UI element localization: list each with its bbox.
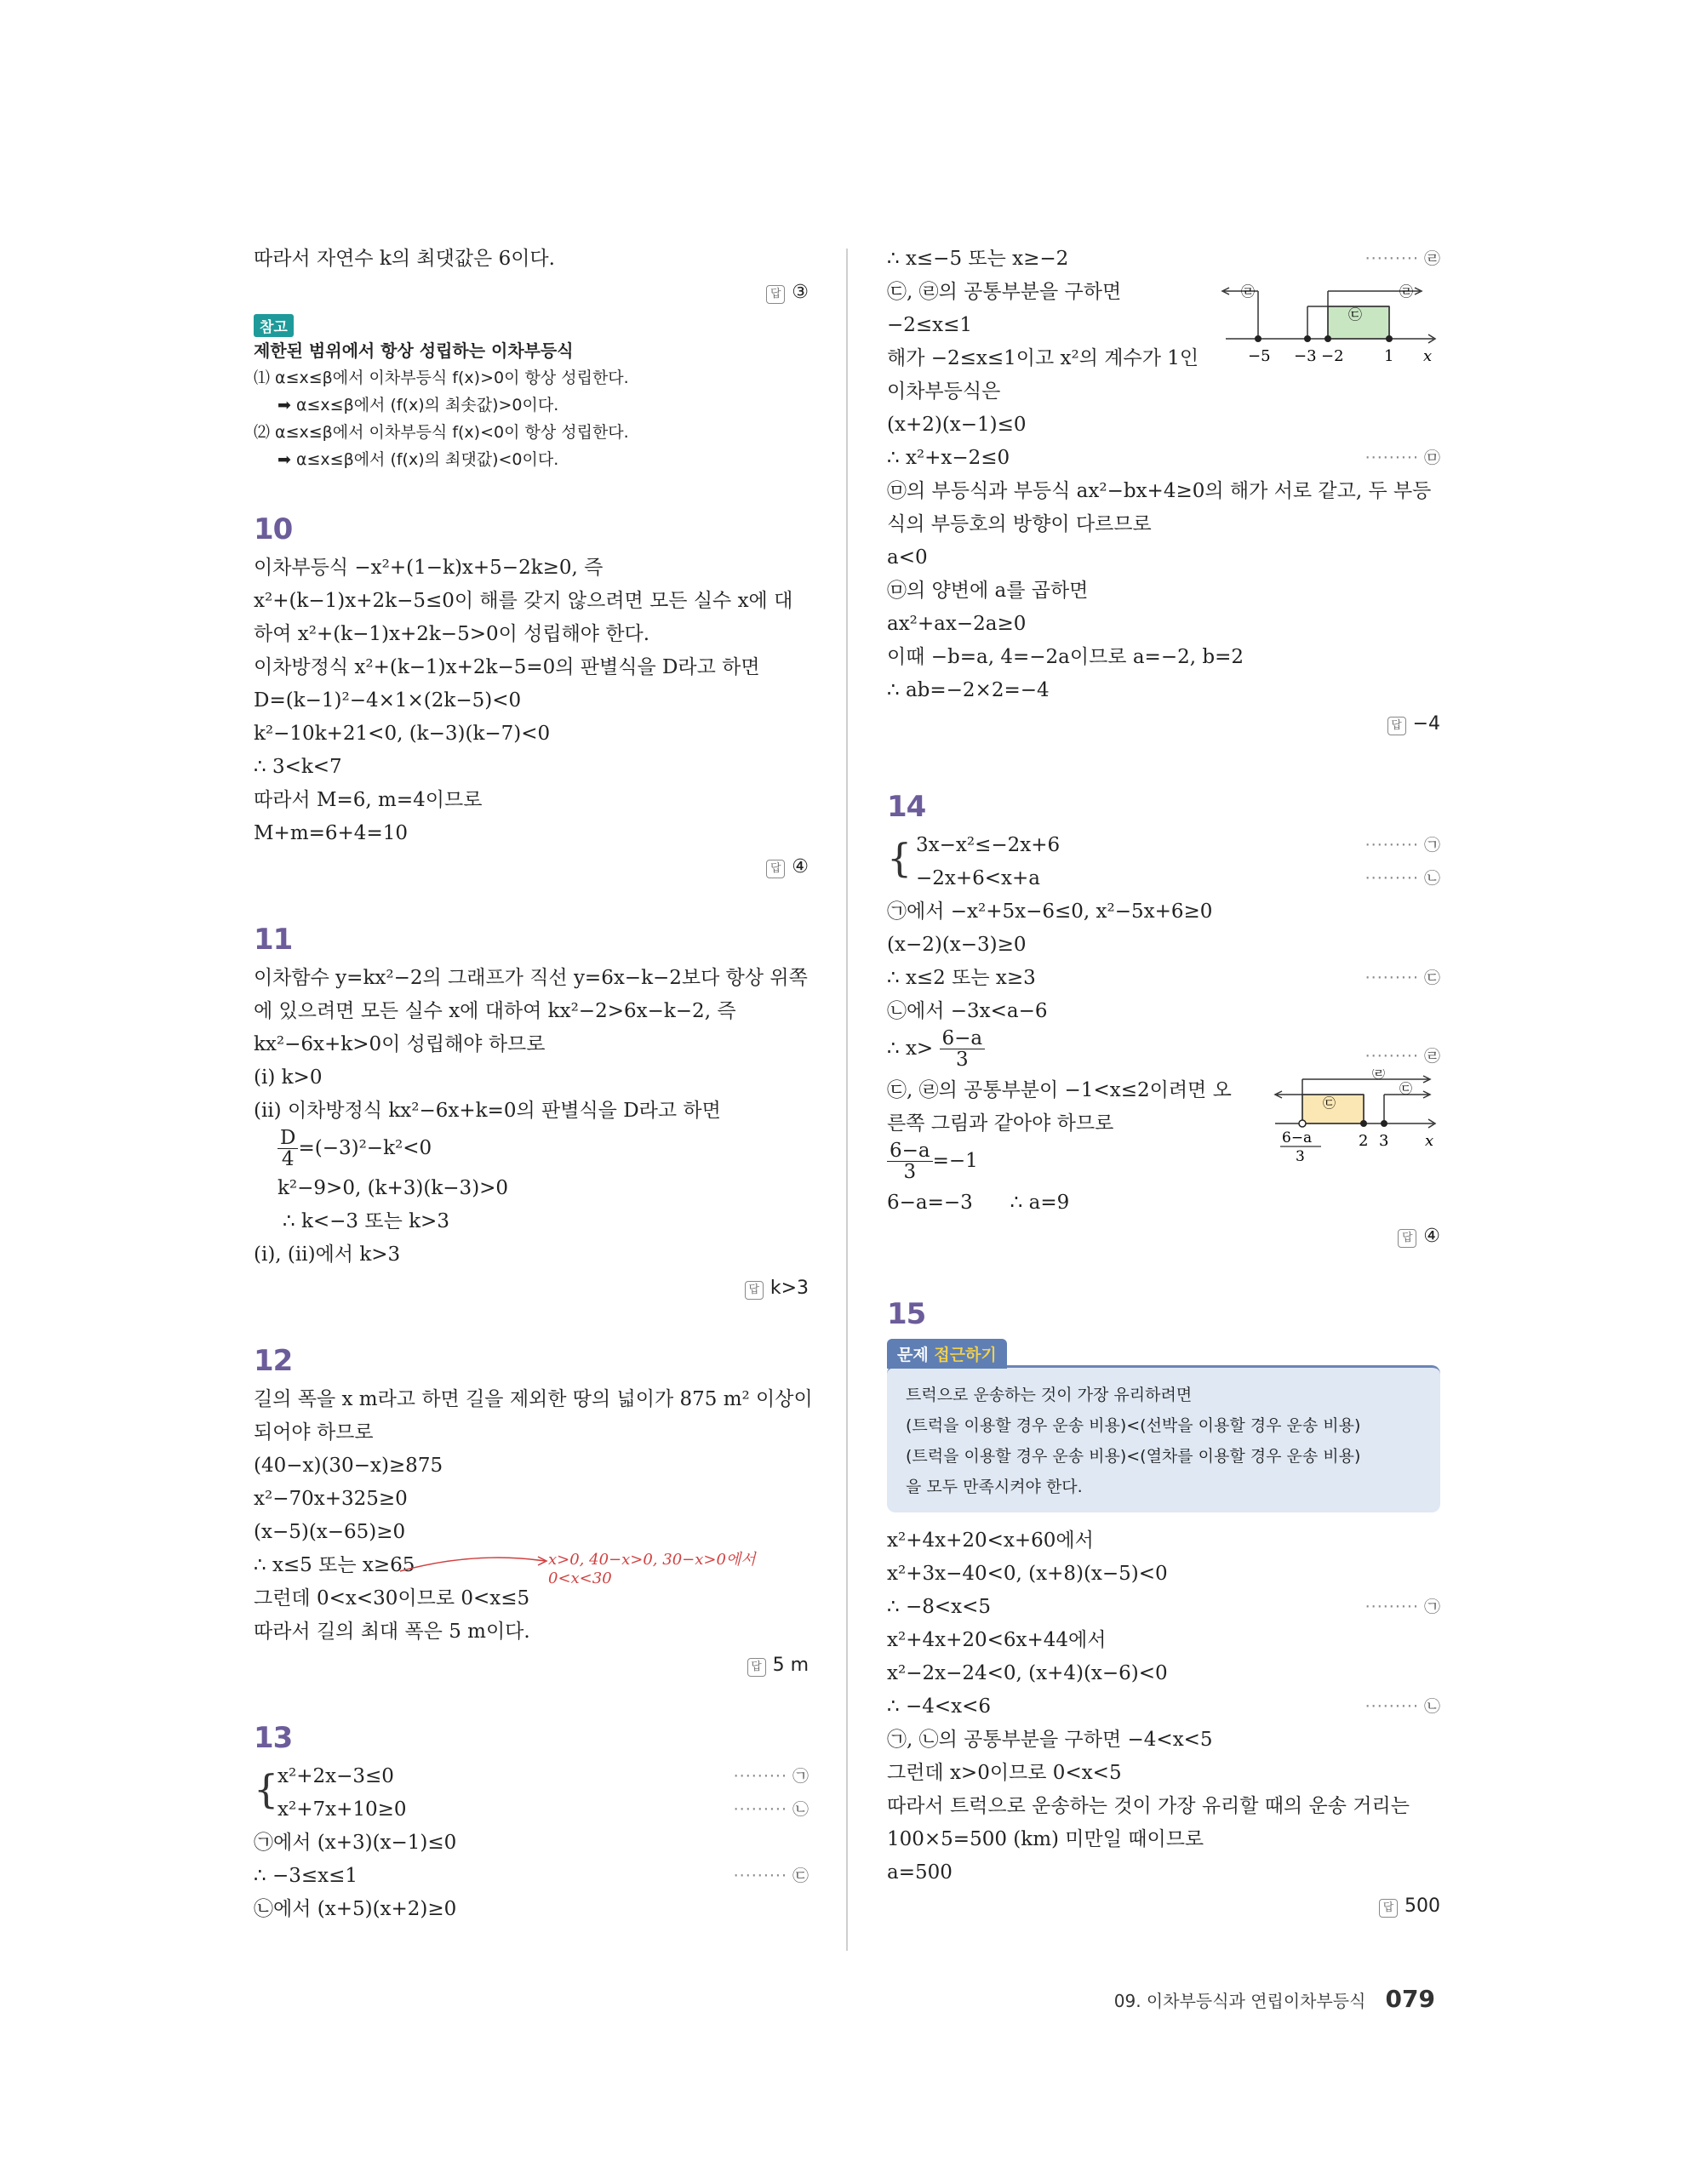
solution-line: x²+4x+20<6x+44에서 [887, 1629, 1107, 1651]
answer-line [254, 1272, 809, 1305]
answer-value: ④ [1423, 1226, 1440, 1247]
solution-line: 해가 −2≤x≤1이고 x²의 계수가 1인 [887, 347, 1199, 369]
answer-line [254, 276, 809, 309]
marker [1365, 962, 1440, 995]
solution-line: (x−5)(x−65)≥0 [254, 1521, 406, 1543]
leader-dots: ········· [733, 1867, 787, 1885]
approach-box [887, 1346, 1440, 1512]
tick-label: 3 [1379, 1132, 1389, 1150]
solution-line: D=(k−1)²−4×1×(2k−5)<0 [254, 689, 522, 712]
approach-line: 트럭으로 운송하는 것이 가장 유리하려면 [906, 1386, 1193, 1404]
solution-line: 하여 x²+(k−1)x+2k−5>0이 성립해야 한다. [254, 623, 650, 645]
marker [734, 1860, 809, 1893]
region-label: ㉢ [1348, 306, 1363, 323]
fraction [277, 1128, 298, 1169]
system-equation: 3x−x²≤−2x+6 [916, 834, 1061, 856]
question-number: 11 [254, 923, 293, 957]
marker [734, 1760, 809, 1793]
solution-line [887, 962, 1440, 995]
tick-label: −5 [1248, 347, 1271, 365]
solution-line: ㉡에서 −3x<a−6 [887, 1000, 1048, 1022]
region-label: ㉣ [1372, 1069, 1386, 1081]
leader-dots: ········· [1364, 1047, 1419, 1066]
leader-dots: ········· [1364, 869, 1419, 888]
fraction-numerator: 6−a [940, 1028, 986, 1049]
solution-line: ∴ ab=−2×2=−4 [887, 679, 1050, 701]
solution-line: ㉠에서 (x+3)(x−1)≤0 [254, 1832, 457, 1854]
solution-line [254, 1549, 809, 1587]
tick-label: 2 [1359, 1132, 1369, 1150]
fraction-denominator: 3 [955, 1049, 969, 1071]
answer-line [887, 707, 1440, 740]
solution-line: 그런데 0<x<30이므로 0<x≤5 [254, 1587, 530, 1609]
answer-value: ③ [792, 282, 809, 303]
marker-label: ㉠ [1423, 1598, 1440, 1616]
note-line: ⑴ α≤x≤β에서 이차부등식 f(x)>0이 항상 성립한다. [254, 369, 629, 387]
question-number: 15 [887, 1297, 926, 1331]
answer-line [254, 850, 809, 883]
marker [1365, 1591, 1440, 1624]
fraction-prefix: ∴ x> [887, 1038, 934, 1060]
note-line: ⑵ α≤x≤β에서 이차부등식 f(x)<0이 항상 성립한다. [254, 423, 629, 442]
fraction-line [887, 1028, 1440, 1074]
fraction [940, 1028, 986, 1070]
leader-dots: ········· [1364, 1598, 1419, 1616]
approach-tab-label: 문제 [897, 1346, 929, 1364]
note-block [254, 309, 809, 473]
solution-line: k²−9>0, (k+3)(k−3)>0 [277, 1177, 509, 1199]
marker [1365, 862, 1440, 895]
note-tag: 참고 [254, 314, 294, 337]
solution-line [887, 442, 1440, 475]
region-label: ㉢ [1399, 1081, 1413, 1096]
marker [734, 1793, 809, 1827]
question-number: 13 [254, 1721, 293, 1755]
marker-label: ㉣ [1423, 1047, 1440, 1066]
answer-badge: 답 [1398, 1229, 1416, 1248]
solution-line: ㉢, ㉣의 공통부분을 구하면 [887, 281, 1122, 303]
approach-line: (트럭을 이용할 경우 운송 비용)<(열차를 이용할 경우 운송 비용) [906, 1447, 1361, 1466]
marker-label: ㉣ [1423, 249, 1440, 268]
solution-line: x²+(k−1)x+2k−5≤0이 해를 갖지 않으려면 모든 실수 x에 대 [254, 590, 793, 612]
brace-icon: { [254, 1766, 279, 1812]
solution-line: ㉤의 양변에 a를 곱하면 [887, 580, 1089, 602]
answer-value: 5 m [772, 1655, 809, 1676]
solution-line: 그런데 x>0이므로 0<x<5 [887, 1762, 1122, 1784]
solution-line: 이차함수 y=kx²−2의 그래프가 직선 y=6x−k−2보다 항상 위쪽 [254, 967, 808, 989]
tick-label: −2 [1321, 347, 1344, 365]
system-equation: −2x+6<x+a [916, 867, 1041, 889]
solution-line: a<0 [887, 546, 928, 569]
solution-line: ∴ 3<k<7 [254, 756, 342, 778]
approach-tab [887, 1339, 1007, 1369]
solution-line: ㉠, ㉡의 공통부분을 구하면 −4<x<5 [887, 1729, 1213, 1751]
callout-text: x>0, 40−x>0, 30−x>0에서 [548, 1551, 756, 1569]
solution-line: 이때 −b=a, 4=−2a이므로 a=−2, b=2 [887, 646, 1244, 668]
marker [1365, 829, 1440, 862]
approach-line: 을 모두 만족시켜야 한다. [906, 1478, 1083, 1496]
fraction [887, 1141, 933, 1182]
note-title: 제한된 범위에서 항상 성립하는 이차부등식 [254, 340, 574, 361]
answer-badge: 답 [766, 285, 785, 304]
page-footer [1114, 1985, 1435, 2013]
solution-line: ㉡에서 (x+5)(x+2)≥0 [254, 1898, 457, 1920]
solution-line: 른쪽 그림과 같아야 하므로 [887, 1112, 1114, 1135]
marker-label: ㉢ [792, 1867, 809, 1885]
solution-line: 에 있으려면 모든 실수 x에 대하여 kx²−2>6x−k−2, 즉 [254, 1000, 736, 1022]
answer-line [254, 1649, 809, 1682]
solution-line: (ⅰ), (ⅱ)에서 k>3 [254, 1244, 401, 1266]
solution-line: a=500 [887, 1861, 953, 1884]
fraction-numerator: D [277, 1128, 298, 1149]
solution-line: 따라서 길의 최대 폭은 5 m이다. [254, 1621, 530, 1643]
solution-line: (40−x)(30−x)≥875 [254, 1455, 443, 1477]
fraction-numerator: 6−a [887, 1141, 933, 1162]
right-column [887, 243, 1440, 1923]
answer-value: −4 [1412, 713, 1440, 735]
closed-point [1360, 1120, 1367, 1127]
solution-text: ∴ −4<x<6 [887, 1695, 991, 1718]
fraction-rest: =(−3)²−k²<0 [298, 1137, 432, 1159]
solution-line: ㉢, ㉣의 공통부분이 −1<x≤2이려면 오 [887, 1079, 1232, 1101]
solution-text: ∴ −8<x<5 [887, 1596, 991, 1618]
note-line: ➡ α≤x≤β에서 (f(x)의 최솟값)>0이다. [277, 396, 559, 415]
region-label: ㉢ [1323, 1095, 1336, 1111]
intro-line: 따라서 자연수 k의 최댓값은 6이다. [254, 248, 555, 270]
open-point [1299, 1120, 1306, 1127]
answer-line [887, 1220, 1440, 1253]
answer-badge: 답 [747, 1658, 766, 1677]
solution-text: ∴ x≤−5 또는 x≥−2 [887, 248, 1069, 270]
approach-tab-label-accent: 접근하기 [934, 1346, 997, 1364]
brace-icon: { [887, 835, 913, 881]
fraction-line [254, 1128, 809, 1172]
solution-line: ax²+ax−2a≥0 [887, 613, 1027, 635]
marker-label: ㉤ [1423, 449, 1440, 467]
solution-line: 6−a=−3 ∴ a=9 [887, 1192, 1070, 1214]
left-column [254, 243, 813, 1926]
column-divider [846, 249, 848, 1951]
solution-line [887, 1690, 1440, 1724]
system-equation: x²+7x+10≥0 [277, 1798, 407, 1821]
solution-line: ㉤의 부등식과 부등식 ax²−bx+4≥0의 해가 서로 같고, 두 부등 [887, 480, 1432, 502]
tick-label: 1 [1384, 347, 1394, 365]
solution-line: (ⅱ) 이차방정식 kx²−6x+k=0의 판별식을 D라고 하면 [254, 1100, 721, 1122]
fraction-line [887, 1141, 1440, 1186]
leader-dots: ········· [1364, 449, 1419, 467]
question-number: 14 [887, 790, 926, 824]
solution-line: −2≤x≤1 [887, 314, 973, 336]
fraction-denominator: 4 [281, 1148, 295, 1170]
region-label: ㉣ [1241, 283, 1256, 300]
solution-line: k²−10k+21<0, (k−3)(k−7)<0 [254, 723, 551, 745]
marker-label: ㉡ [1423, 1697, 1440, 1716]
answer-badge: 답 [745, 1281, 764, 1300]
leader-dots: ········· [1364, 836, 1419, 855]
solution-line [887, 1591, 1440, 1624]
answer-value: 500 [1405, 1895, 1440, 1917]
answer-badge: 답 [766, 860, 785, 878]
solution-text: ∴ x≤5 또는 x≥65 [254, 1554, 415, 1576]
leader-dots: ········· [1364, 969, 1419, 987]
solution-line [254, 1860, 809, 1893]
solution-text: ∴ x≤2 또는 x≥3 [887, 967, 1036, 989]
closed-point [1381, 1120, 1387, 1127]
answer-value: k>3 [769, 1278, 809, 1299]
marker-label: ㉠ [1423, 836, 1440, 855]
solution-line: (x−2)(x−3)≥0 [887, 934, 1027, 956]
question-number: 12 [254, 1344, 293, 1378]
solution-line: 100×5=500 (km) 미만일 때이므로 [887, 1828, 1204, 1850]
solution-line: ㉠에서 −x²+5x−6≤0, x²−5x+6≥0 [887, 900, 1213, 923]
solution-line: 길의 폭을 x m라고 하면 길을 제외한 땅의 넓이가 875 m² 이상이 [254, 1388, 813, 1410]
answer-badge: 답 [1379, 1899, 1398, 1918]
approach-line: (트럭을 이용할 경우 운송 비용)<(선박을 이용할 경우 운송 비용) [906, 1416, 1361, 1435]
callout-text: 0<x<30 [548, 1569, 612, 1587]
solution-line: x²+4x+20<x+60에서 [887, 1529, 1094, 1552]
solution-line: (x+2)(x−1)≤0 [887, 414, 1027, 436]
leader-dots: ········· [733, 1800, 787, 1819]
fraction-denominator: 3 [903, 1161, 917, 1183]
solution-line: 되어야 하므로 [254, 1421, 374, 1444]
solution-line: (ⅰ) k>0 [254, 1066, 323, 1089]
region-label: ㉣ [1399, 283, 1414, 300]
fig-fraction-numerator: 6−a [1282, 1129, 1313, 1146]
solution-line: 이차부등식은 [887, 380, 1001, 403]
solution-line: ∴ k<−3 또는 k>3 [283, 1210, 449, 1232]
solution-line: x²+3x−40<0, (x+8)(x−5)<0 [887, 1563, 1168, 1585]
solution-line: x²−70x+325≥0 [254, 1488, 408, 1510]
solution-line: 따라서 M=6, m=4이므로 [254, 789, 483, 811]
q14-figure-area [887, 1069, 1440, 1163]
fraction-rest: =−1 [932, 1150, 978, 1172]
marker-label: ㉡ [792, 1800, 809, 1819]
leader-dots: ········· [733, 1767, 787, 1786]
solution-text: ∴ −3≤x≤1 [254, 1865, 358, 1887]
axis-label: x [1425, 1132, 1434, 1150]
solution-line: 따라서 트럭으로 운송하는 것이 가장 유리할 때의 운송 거리는 [887, 1795, 1410, 1817]
system-line [254, 1793, 809, 1827]
answer-badge: 답 [1387, 717, 1406, 735]
solution-line: x²−2x−24<0, (x+4)(x−6)<0 [887, 1662, 1168, 1684]
solution-line: 이차방정식 x²+(k−1)x+2k−5=0의 판별식을 D라고 하면 [254, 656, 760, 678]
chapter-title: 09. 이차부등식과 연립이차부등식 [1113, 1991, 1366, 2011]
callout-arrow [398, 1551, 552, 1576]
marker [1365, 1690, 1440, 1724]
leader-dots: ········· [1364, 249, 1419, 268]
solution-line: kx²−6x+k>0이 성립해야 하므로 [254, 1033, 546, 1055]
marker [1365, 442, 1440, 475]
system-equation: x²+2x−3≤0 [277, 1765, 394, 1787]
note-line: ➡ α≤x≤β에서 (f(x)의 최댓값)<0이다. [277, 450, 559, 469]
marker [1365, 243, 1440, 276]
solution-line: 이차부등식 −x²+(1−k)x+5−2k≥0, 즉 [254, 557, 604, 579]
solution-line: M+m=6+4=10 [254, 822, 408, 844]
answer-line [887, 1890, 1440, 1923]
tick-label: −3 [1294, 347, 1317, 365]
solution-line: 식의 부등호의 방향이 다르므로 [887, 513, 1152, 535]
solution-text: ∴ x²+x−2≤0 [887, 447, 1010, 469]
question-number: 10 [254, 512, 293, 546]
solution-line [887, 243, 1440, 276]
axis-label: x [1423, 347, 1433, 365]
answer-value: ④ [792, 856, 809, 878]
page-number: 079 [1385, 1985, 1435, 2013]
marker-label: ㉡ [1423, 869, 1440, 888]
leader-dots: ········· [1364, 1697, 1419, 1716]
system-line [887, 862, 1440, 895]
marker-label: ㉢ [1423, 969, 1440, 987]
fig-fraction-denominator: 3 [1296, 1148, 1305, 1163]
marker-label: ㉠ [792, 1767, 809, 1786]
